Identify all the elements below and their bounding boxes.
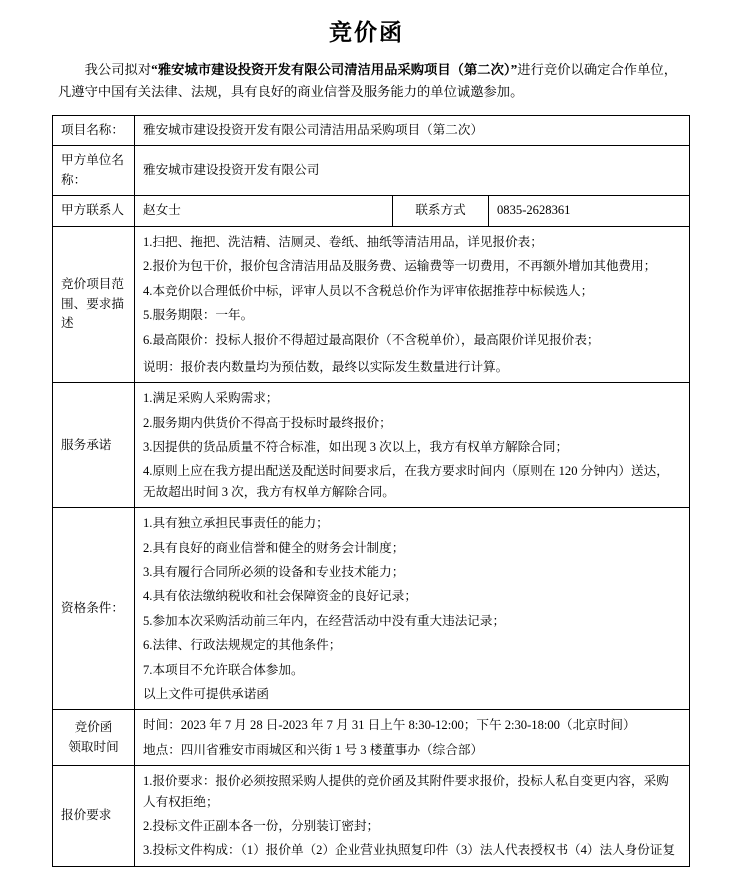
scope-item: 1.扫把、拖把、洗洁精、洁厕灵、卷纸、抽纸等清洁用品，详见报价表； — [143, 234, 543, 249]
bid-info-table — [52, 115, 690, 867]
table-row-quotation-requirements — [53, 766, 690, 867]
qualification-item: 2.具有良好的商业信誉和健全的财务会计制度； — [143, 540, 405, 555]
quotation-requirement-item: 2.投标文件正副本各一份，分别装订密封； — [143, 818, 380, 833]
qualification-item: 1.具有独立承担民事责任的能力； — [143, 516, 329, 531]
scope-item: 2.报价为包干价，报价包含清洁用品及服务费、运输费等一切费用，不再额外增加其他费用； — [143, 259, 657, 274]
contact-phone-value: 0835-2628361 — [489, 196, 690, 227]
scope-note: 说明：报价表内数量均为预估数，最终以实际发生数量进行计算。 — [143, 359, 509, 374]
scope-item: 6.最高限价：投标人报价不得超过最高限价（不含税单价），最高限价详见报价表； — [143, 332, 600, 347]
page-title: 竞价函 — [329, 20, 404, 45]
scope-label: 竞价项目范围、要求描述 — [53, 226, 135, 382]
project-name-label: 项目名称： — [53, 115, 135, 146]
service-commitment-item: 4.原则上应在我方提出配送及配送时间要求后，在我方要求时间内（原则在 120 分钟内）送达，无故超出时间 3 次，我方有权单方解除合同。 — [143, 464, 669, 499]
qualification-label: 资格条件： — [53, 508, 135, 710]
service-commitment-item: 2.服务期内供货价不得高于投标时最终报价； — [143, 415, 392, 430]
service-commitment-item: 3.因提供的货品质量不符合标准，如出现 3 次以上，我方有权单方解除合同； — [143, 440, 569, 455]
service-commitment-item: 1.满足采购人采购需求； — [143, 391, 279, 406]
qualification-item: 3.具有履行合同所必须的设备和专业技术能力； — [143, 565, 405, 580]
contact-label: 甲方联系人 — [53, 196, 135, 227]
table-row-contact — [53, 196, 690, 227]
scope-content — [135, 226, 690, 382]
collection-label — [53, 710, 135, 766]
intro-prefix: 我公司拟对 — [84, 62, 152, 77]
qualification-item: 7.本项目不允许联合体参加。 — [143, 662, 304, 677]
project-name-value: 雅安城市建设投资开发有限公司清洁用品采购项目（第二次） — [135, 115, 690, 146]
contact-value: 赵女士 — [135, 196, 393, 227]
collection-content — [135, 710, 690, 766]
quotation-requirement-item: 3.投标文件构成：（1）报价单（2）企业营业执照复印件（3）法人代表授权书（4）法人身份证复 — [143, 843, 676, 858]
table-row-party-a — [53, 146, 690, 196]
quotation-requirements-label: 报价要求 — [53, 766, 135, 867]
service-commitment-label: 服务承诺 — [53, 383, 135, 508]
qualification-item: 4.具有依法缴纳税收和社会保障资金的良好记录； — [143, 589, 417, 604]
qualification-item: 以上文件可提供承诺函 — [143, 686, 269, 701]
party-a-label: 甲方单位名称： — [53, 146, 135, 196]
intro-suffix: 进行竞价以确定合作单位，凡遵守中国有关法律、法规，具有良好的商业信誉及服务能力的单位诚邀参加。 — [58, 62, 677, 99]
service-commitment-content — [135, 383, 690, 508]
scope-item: 4.本竞价以合理低价中标，评审人员以不含税总价作为评审依据推荐中标候选人； — [143, 283, 594, 298]
table-row-collection-time — [53, 710, 690, 766]
table-row-service-commitment — [53, 383, 690, 508]
qualification-item: 6.法律、行政法规规定的其他条件； — [143, 638, 342, 653]
scope-item: 5.服务期限：一年。 — [143, 308, 254, 323]
collection-label-line2: 领取时间 — [68, 739, 119, 754]
intro-project-name: “雅安城市建设投资开发有限公司清洁用品采购项目（第二次）” — [151, 62, 518, 77]
qualification-content — [135, 508, 690, 710]
table-row-qualification — [53, 508, 690, 710]
collection-item: 地点：四川省雅安市雨城区和兴街 1 号 3 楼董事办（综合部） — [143, 742, 484, 757]
quotation-requirement-item: 1.报价要求：报价必须按照采购人提供的竞价函及其附件要求报价，投标人私自变更内容，采购人有权拒绝； — [143, 774, 669, 809]
contact-phone-label: 联系方式 — [393, 196, 489, 227]
intro-paragraph — [58, 59, 677, 103]
collection-label-line1: 竞价函 — [74, 720, 113, 735]
qualification-item: 5.参加本次采购活动前三年内，在经营活动中没有重大违法记录； — [143, 613, 506, 628]
quotation-requirements-content — [135, 766, 690, 867]
party-a-value: 雅安城市建设投资开发有限公司 — [135, 146, 690, 196]
table-row-scope — [53, 226, 690, 382]
collection-item: 时间：2023 年 7 月 28 日-2023 年 7 月 31 日上午 8:30-12:00；下午 2:30-18:00（北京时间） — [143, 718, 636, 733]
document-page — [0, 14, 733, 891]
table-row-project-name — [53, 115, 690, 146]
